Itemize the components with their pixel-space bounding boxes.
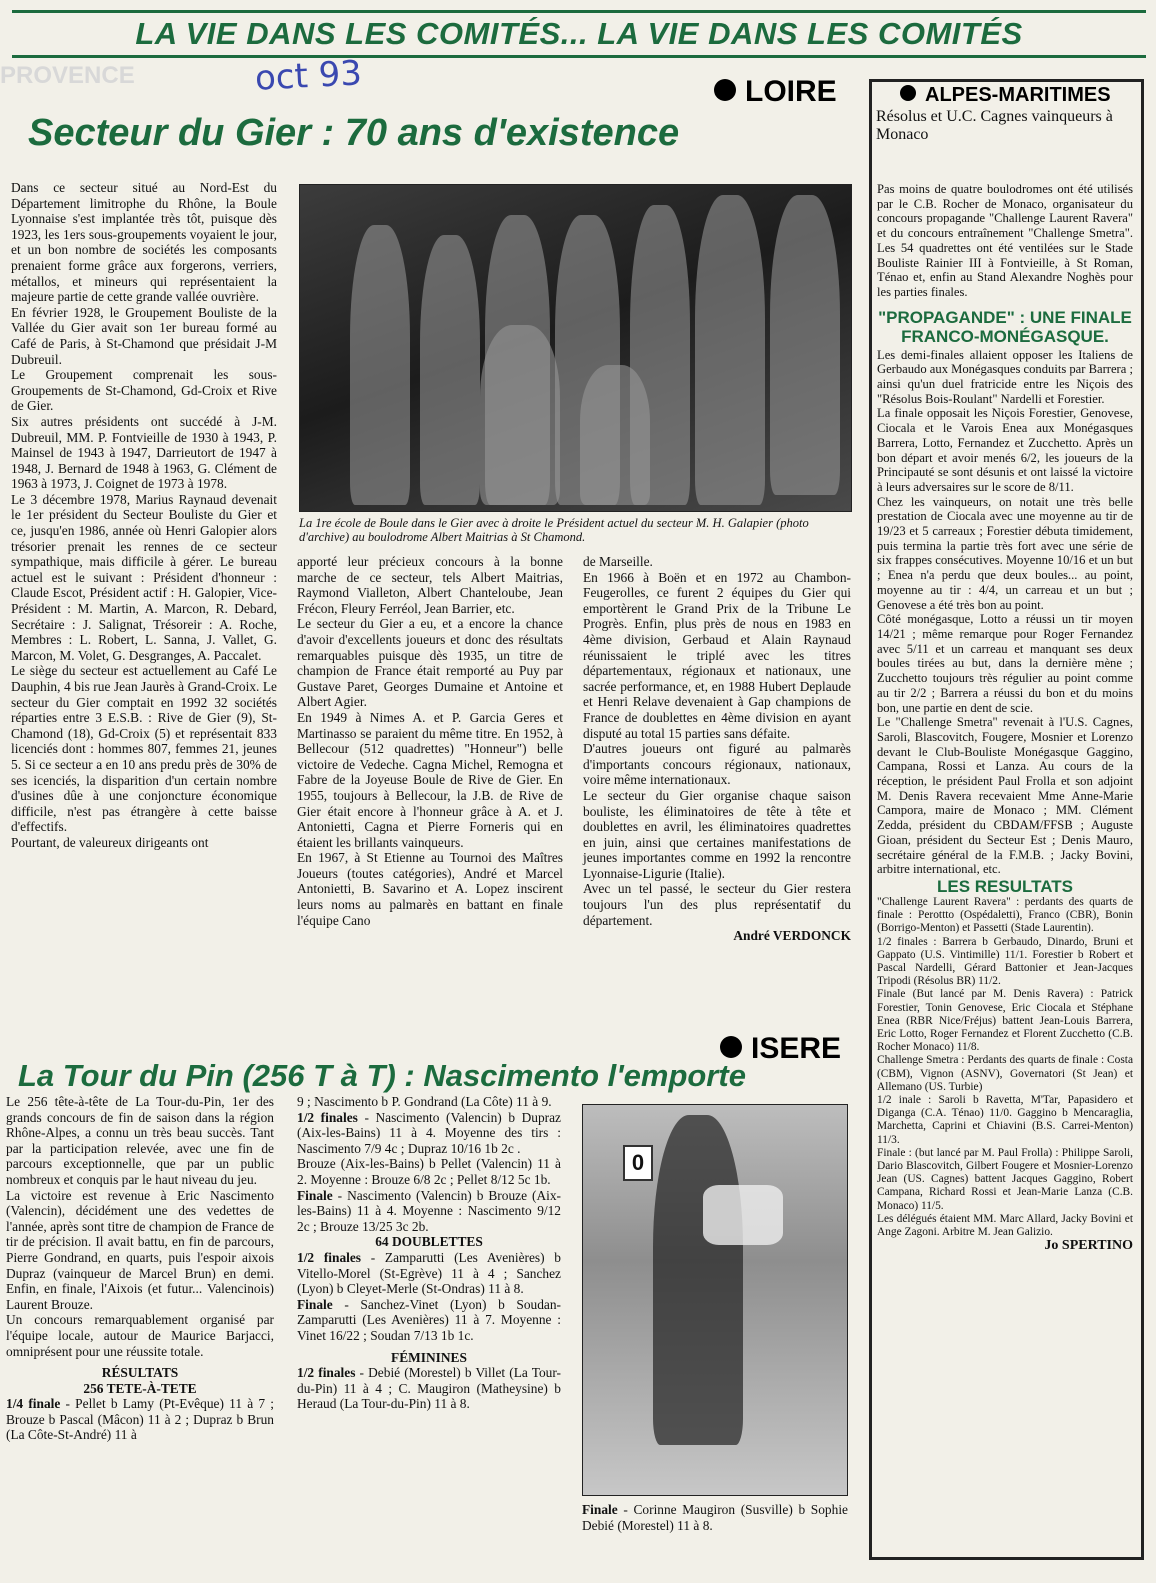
paragraph: Le 256 tête-à-tête de La Tour-du-Pin, 1er des grands concours de fin de saison dans la région Rhône-Alpes, a connu un très beau succès. Tant par la participation relevée, avec une fin de parcours exceptionnelle, que par un public nombreux et conquis par le haut niveau du jeu. bbox=[6, 1094, 274, 1187]
section-label-loire: LOIRE bbox=[714, 75, 837, 109]
isere-photo-caption: Finale - Corinne Maugiron (Susville) b Sophie Debié (Morestel) 11 à 8. bbox=[582, 1502, 848, 1533]
bullet-icon bbox=[720, 1036, 742, 1058]
paragraph: Pourtant, de valeureux dirigeants ont bbox=[11, 834, 209, 850]
paragraph: Finale - Sanchez-Vinet (Lyon) b Soudan-Zamparutti (Les Avenières) 11 à 7. Moyenne : Vinet 16/22 ; Soudan 7/13 1b 1c. bbox=[297, 1296, 561, 1343]
paragraph: Finale - Nascimento (Valencin) b Brouze (Aix-les-Bains) 11 à 4. Moyenne : Nascimento 9/12 2c ; Brouze 13/25 3c 2b. bbox=[297, 1187, 561, 1234]
paragraph: de Marseille. bbox=[583, 554, 653, 569]
loire-photo-caption: La 1re école de Boule dans le Gier avec à droite le Président actuel du secteur M. H. Galapier (photo d'archive) au boulodrome Albert Maitrias à St Chamond. bbox=[299, 516, 809, 544]
paragraph: 1/2 finales - Nascimento (Valencin) b Dupraz (Aix-les-Bains) 11 à 4. Moyenne des tirs : Nascimento 7/9 4c ; Dupraz 10/16 1b 2c . bbox=[297, 1109, 561, 1156]
paragraph: 1/2 finales - Zamparutti (Les Avenières) b Vitello-Morel (St-Egrève) 11 à 4 ; Sanchez (Lyon) b Cleyet-Merle (St-Ondras) 11 à 8. bbox=[297, 1249, 561, 1297]
doublettes-title: 64 DOUBLETTES bbox=[375, 1234, 483, 1250]
paragraph: 1/2 finales : Barrera b Gerbaudo, Dinardo, Bruni et Gappato (U.S. Vintimille) 11/1. Forestier b Robert et Pascal Nardelli, Gérard Battonier et Jean-Jacques Tripodi (Résolus BR) 11/2. bbox=[877, 935, 1133, 988]
paragraph: Les demi-finales allaient opposer les Italiens de Gerbaudo aux Monégasques conduits par Barrera ; ainsi qu'un duel fratricide entre les Niçois des "Résolus Bois-Roulant" Nardelli et Forestier. bbox=[877, 347, 1133, 406]
paragraph: 9 ; Nascimento b P. Gondrand (La Côte) 11 à 9. bbox=[297, 1094, 552, 1109]
loire-column-1 bbox=[11, 180, 277, 851]
bleed-through-text: PROVENCE bbox=[0, 62, 135, 89]
paragraph: Brouze (Aix-les-Bains) b Pellet (Valencin) 11 à 2. Moyenne : Brouze 6/8 2c ; Pellet 8/12 5c 1b. bbox=[297, 1156, 561, 1187]
paragraph: apporté leur précieux concours à la bonne marche de ce secteur, tels Albert Maitrias, Raymond Vialleton, Albert Chanteloube, Jean Frécon, Fleury Ferréol, Jean Barrier, etc. bbox=[297, 554, 563, 616]
paragraph: La victoire est revenue à Eric Nascimento (Valencin), décidément une des vedettes de l'année, après sont titre de champion de France de tir de précision. Il avait battu, en fin de parcours, Pierre Gondrand, en quarts, puis l'espoir aixois Dupraz (vainqueur de Marcel Brun) en demi. Enfin, en finale, l'Aixois (et futur... Valencinois) Laurent Brouze. bbox=[6, 1187, 274, 1312]
loire-headline: Secteur du Gier : 70 ans d'existence bbox=[28, 112, 680, 154]
bullet-icon bbox=[714, 79, 736, 101]
results-subtitle: 256 TETE-À-TETE bbox=[83, 1380, 197, 1396]
paragraph: Dans ce secteur situé au Nord-Est du Département limitrophe du Rhône, la Boule Lyonnaise s'est implantée très tôt, puisque dès 1923, les 1ers sous-groupements voyaient le jour, et un bon nombre de sociétés les composants prenaient forme grâce aux forgerons, verriers, métallos, et mineurs qui représentaient la majeure partie de cette grande vallée ouvrière. bbox=[11, 180, 277, 305]
loire-column-2 bbox=[297, 554, 563, 928]
handwritten-date: oct 93 bbox=[254, 53, 363, 99]
paragraph: D'autres joueurs ont figuré au palmarès d'importants concours régionaux, nationaux, voire même internationaux. bbox=[583, 741, 851, 788]
paragraph: Six autres présidents ont succédé à J-M. Dubreuil, MM. P. Fontvieille de 1930 à 1943, P. Mainsel de 1943 à 1947, Darrieutort de 1947 à 1948, J. Bernard de 1948 à 1963, G. Clément de 1963 à 1973, J. Coignet de 1973 à 1978. bbox=[11, 413, 277, 492]
paragraph: Un concours remarquablement organisé par l'équipe locale, autour de Maurice Barjacci, omniprésent pour une réussite totale. bbox=[6, 1312, 274, 1359]
paragraph: Le 3 décembre 1978, Marius Raynaud devenait le 1er président du Secteur Bouliste du Gier et ce, jusqu'en 1986, année où Henri Galopier alors trésorier prenait les rennes de ce secteur sympathique, mais difficile à gérer. Le bureau actuel est le suivant : Président d'honneur : Claude Escot, Président actif : H. Galopier, Vice-Président : M. Martin, A. Marcon, R. Debard, Secrétaire : J. Salignat, Trésoreir : A. Roche, Membres : L. Robert, L. Sanna, J. Vallet, G. Marcon, M. Volet, G. Desgranges, A. Paccalet. bbox=[11, 491, 277, 663]
paragraph: Avec un tel passé, le secteur du Gier restera toujours l'un des plus représentatif du département. bbox=[583, 881, 851, 928]
isere-headline: La Tour du Pin (256 T à T) : Nascimento l'emporte bbox=[18, 1058, 746, 1093]
paragraph: 1/2 inale : Saroli b Ravetta, M'Tar, Papasidero et Diganga (C.A. Ténao) 11/0. Gaggino b Mencaraglia, Marchetta, Caprini et Chiavini (B.S. Carrei-Menton) 11/3. bbox=[877, 1093, 1133, 1146]
paragraph: Les délégués étaient MM. Marc Allard, Jacky Bovini et Ange Zagoni. Arbitre M. Jean Galizio. bbox=[877, 1212, 1133, 1239]
isere-column-1 bbox=[6, 1094, 274, 1443]
loire-column-3 bbox=[583, 554, 851, 944]
score-board: 0 bbox=[623, 1145, 653, 1181]
paragraph: Chez les vainqueurs, on notait une très belle prestation de Ciocala avec une moyenne au tir de 19/23 et 5 carreaux ; Forestier débuta timidement, puis termina la partie très fort avec une série de six frappes consécutives. Moyenne 10/16 et un but ; Enea n'a perdu que deux boules... au point, moyenne au tir : 4/4, un carreau et un but ; Genovese a été très bon au point. bbox=[877, 494, 1133, 612]
photo-player-throwing bbox=[582, 1104, 848, 1496]
paragraph: Le siège du secteur est actuellement au Café Le Dauphin, 4 bis rue Jean Jaurès à Grand-Croix. Le secteur du Gier comptait en 1992 32 sociétés réparties entre 3 E.S.B. : Rive de Gier (9), St-Chamond (18), Gd-Croix (5) et représentait 833 licenciés dont : hommes 807, femmes 21, jeunes 5. Si ce secteur a en 10 ans predu près de 30% de ses icenciés, la disparition d'un certain nombre d'usines dûe à une conjoncture économique difficile, n'est pas étrangère à cette baisse d'effectifs. bbox=[11, 663, 277, 835]
alpes-column bbox=[877, 182, 1133, 1254]
paragraph: Pas moins de quatre boulodromes ont été utilisés par le C.B. Rocher de Monaco, organisateur du concours propagande "Challenge Laurent Ravera" et du concours entraînement "Challenge Smetra". Les 54 quadrettes ont été ventilées sur le Stade Bouliste Rainier III à Fontvieille, à St Roman, Ténao et, enfin au Stand Alexandre Noghès pour les parties finales. bbox=[877, 182, 1133, 299]
alpes-results-title: LES RESULTATS bbox=[937, 876, 1073, 896]
section-label-isere: ISERE bbox=[720, 1032, 841, 1066]
alpes-signature: Jo SPERTINO bbox=[1044, 1238, 1133, 1254]
paragraph: 1/4 finale - Pellet b Lamy (Pt-Evêque) 11 à 7 ; Brouze b Pascal (Mâcon) 11 à 2 ; Dupraz b Brun (La Côte-St-André) 11 à bbox=[6, 1396, 274, 1443]
alpes-subhead: "PROPAGANDE" : UNE FINALE FRANCO-MONÉGASQUE. bbox=[878, 307, 1132, 346]
paragraph: Le Groupement comprenait les sous-Groupements de St-Chamond, Gd-Croix et Rive de Gier. bbox=[11, 367, 277, 414]
paragraph: Finale : (but lancé par M. Paul Frolla) : Philippe Saroli, Dario Blascovitch, Gilbert Fougere et Mosnier-Lorenzo Jean (US. Cagnes) battent Jacques Gaggino, Robert Campana, Richard Rossi et Jean-Marie Lanza (C.B. Monaco) 11/5. bbox=[877, 1146, 1133, 1212]
paragraph: "Challenge Laurent Ravera" : perdants des quarts de finale : Perottto (Ospédaletti), Franco (CBR), Bonin (Borrigo-Menton) et Passetti (Stade Laurentin). bbox=[877, 895, 1133, 935]
loire-signature: André VERDONCK bbox=[733, 928, 851, 944]
page-banner: LA VIE DANS LES COMITÉS... LA VIE DANS LES COMITÉS bbox=[12, 10, 1146, 58]
section-label-alpes: ALPES-MARITIMES bbox=[900, 84, 1111, 107]
paragraph: Finale (But lancé par M. Denis Ravera) : Patrick Forestier, Tonin Genovese, Eric Ciocala et Stéphane Enea (RBR Nice/Fréjus) battent Jean-Louis Barrera, Eric Lotto, Roger Fernandez et Florent Zucchetto (C.B. Rocher Monaco) 11/8. bbox=[877, 988, 1133, 1054]
paragraph: Challenge Smetra : Perdants des quarts de finale : Costa (CBM), Vignon (ASNV), Governatori (St Jean) et Allemano (US. Turbie) bbox=[877, 1054, 1133, 1093]
paragraph: En 1966 à Boën et en 1972 au Chambon-Feugerolles, ce furent 2 équipes du Gier qui emportèrent le Grand Prix de la Tribune Le Progrès. Enfin, plus près de nous en 1983 en 4ème division, Gerbaud et Alain Raynaud réunissaient le triplé avec les titres départementaux, régionaux et nationaux, une sacrée performance, et, en 1988 Hubert Deplaude et Henri Relave devenaient à Gap champions de France de doublettes en 4ème division en ayant disputé au total 15 parties sans défaite. bbox=[583, 569, 851, 741]
feminines-title: FÉMININES bbox=[391, 1349, 467, 1365]
paragraph: En février 1928, le Groupement Bouliste de la Vallée du Gier avait son 1er bureau formé au Café de Paris, à St-Chamond que présidait J-M Dubreuil. bbox=[11, 304, 277, 367]
paragraph: Le secteur du Gier organise chaque saison bouliste, les éliminatoires de tête à tête et doublettes en avril, les éliminatoires quadrettes en juin, ainsi que certaines manifestations de jeunes importantes comme en 1992 la rencontre Lyonnaise-Ligurie (Italie). bbox=[583, 787, 851, 881]
photo-gier-school bbox=[299, 184, 852, 512]
isere-column-2 bbox=[297, 1094, 561, 1412]
paragraph: En 1967, à St Etienne au Tournoi des Maîtres Joueurs (toutes catégories), André et Marcel Antonietti, B. Savarino et A. Lopez inscirent leurs noms au palmarès en battant en finale l'équipe Cano bbox=[297, 850, 563, 928]
bullet-icon bbox=[900, 85, 916, 101]
paragraph: Le "Challenge Smetra" revenait à l'U.S. Cagnes, Saroli, Blascovitch, Fougere, Mosnier et Lorenzo devant le Club-Bouliste Monégasque Gaggino, Campana, Rossi et Lanza. Au cours de la réception, le président Paul Frolla et son adjoint M. Denis Ravera recevaient Mme Anne-Marie Campora, maire de Monaco ; MM. Clément Zedda, président du CBDAM/FFSB ; Auguste Gioan, président du Secteur Est ; Denis Mauro, secrétaire général de la F.M.B. ; Jacky Bovini, arbitre international, etc. bbox=[877, 715, 1133, 877]
paragraph: En 1949 à Nimes A. et P. Garcia Geres et Martinasso se paraient du même titre. En 1952, à Bellecour (512 quadrettes) "Honneur") belle victoire de Vedeche. Cagna Michel, Remogna et Fabre de la Joyeuse Boule de Rive de Gier. En 1955, toujours à Bellecour, la J.B. de Rive de Gier était encore à l'honneur grâce à A. et J. Antonietti, Cagna et Pierre Forneris qui en étaient les brillants vainqueurs. bbox=[297, 709, 563, 850]
paragraph: Le secteur du Gier a eu, et a encore la chance d'avoir d'excellents joueurs et donc des résultats remarquables puisque dès 1935, un titre de champion de France était remporté au Puy par Gustave Paret, Georges Dumaine et Antoine et Albert Agier. bbox=[297, 616, 563, 710]
paragraph: Côté monégasque, Lotto a réussi un tir moyen 14/21 ; même remarque pour Roger Fernandez avec 5/11 et un carreau et manquant ses deux boules tirées au but, dans la dernière mène ; Zucchetto toujours très régulier au point comme au tir 2/2 ; Barrera a réussi du bon et du moins bon, une partie en dent de scie. bbox=[877, 612, 1133, 715]
alpes-title: Résolus et U.C. Cagnes vainqueurs à Monaco bbox=[876, 108, 1113, 143]
paragraph: 1/2 finales - Debié (Morestel) b Villet (La Tour-du-Pin) 11 à 4 ; C. Maugiron (Matheysine) b Heraud (La Tour-du-Pin) 11 à 8. bbox=[297, 1365, 562, 1412]
results-title: RÉSULTATS bbox=[101, 1365, 179, 1381]
paragraph: La finale opposait les Niçois Forestier, Genovese, Ciocala et le Varois Enea aux Monégasques Barrera, Lotto, Fernandez et Zucchetto. Après un bon départ et avoir menés 6/2, les joueurs de la Principauté se sont désunis et ont laissé la victoire à leurs adversaires sur le score de 8/11. bbox=[877, 406, 1133, 494]
